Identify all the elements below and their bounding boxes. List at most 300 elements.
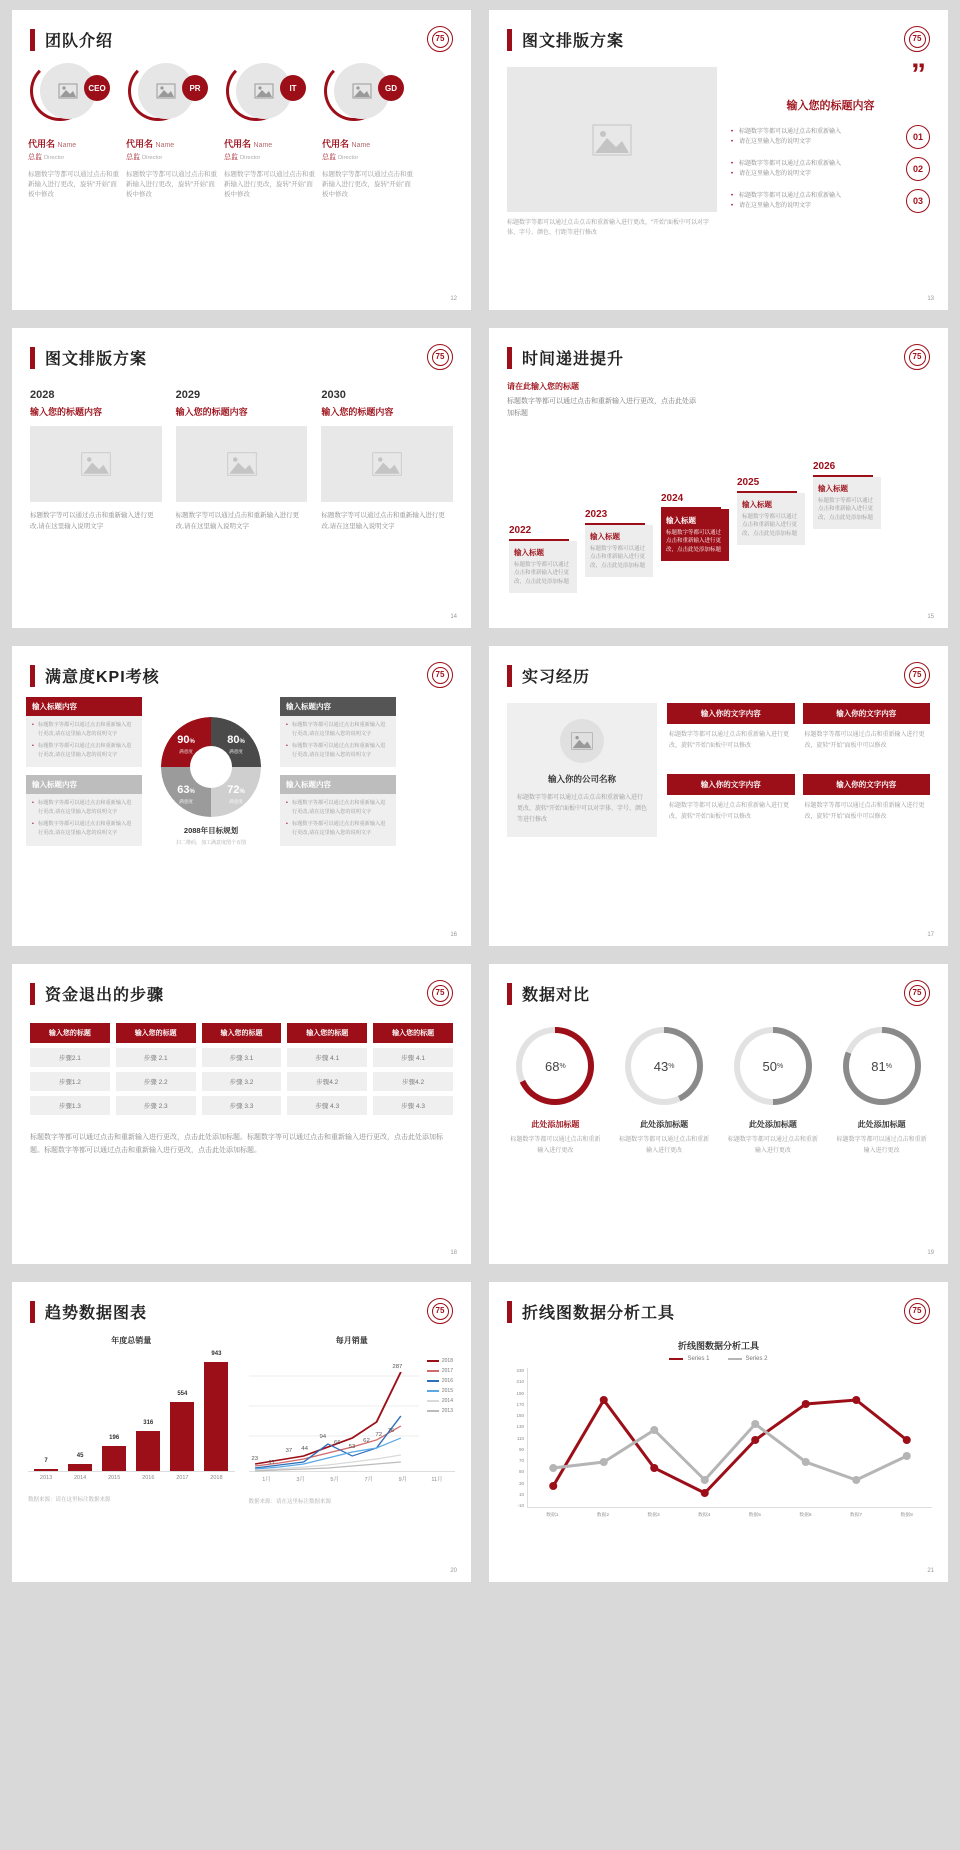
bar: [136, 1419, 160, 1471]
steps-column: [116, 1023, 196, 1115]
kpi-box-body: [280, 716, 396, 767]
gauge-item: [612, 1027, 717, 1157]
slide-funding-exit-steps: [12, 964, 471, 1264]
avatar: [224, 61, 312, 123]
step-heading: 输入标题: [666, 515, 696, 525]
step-heading: 输入标题: [590, 531, 620, 541]
column-heading: 输入您的标题内容: [175, 407, 248, 417]
column-header: 输入您的标题: [202, 1023, 282, 1043]
slide-header: [489, 10, 948, 51]
cell-heading: 输入你的文字内容: [803, 703, 931, 724]
x-tick: 数据5: [748, 1513, 761, 1518]
brand-logo-icon: 75: [427, 344, 453, 370]
page-number: 16: [450, 932, 457, 938]
bullet-line: • 标题数字等都可以通过点击和重新输入: [731, 127, 898, 137]
bullet-line: • 请在这里输入您的说明文字: [731, 201, 898, 211]
section-subtitle: 输入您的标题内容: [786, 100, 875, 112]
gauge-heading: 此处添加标题: [748, 1120, 797, 1129]
title-accent-bar: [30, 1301, 35, 1323]
kpi-box-heading: 输入标题内容: [26, 697, 142, 716]
step-text: 标题数字等都可以通过点击和重新输入进行更改，点击此处添加标题: [590, 545, 646, 570]
page-title: 趋势数据图表: [45, 1305, 148, 1322]
table-cell: 步骤2.1: [30, 1048, 110, 1067]
kpi-box-heading: 输入标题内容: [280, 697, 396, 716]
kpi-line: • 标题数字等都可以通过点击和重新输入进行更改,请在这里输入您的说明文字: [32, 721, 136, 739]
chart-title: 年度总销量: [111, 1336, 152, 1345]
list-item-text: [731, 127, 898, 147]
x-tick: 7月: [364, 1477, 374, 1483]
steps-column: [30, 1023, 110, 1115]
bar: [204, 1350, 228, 1471]
image-placeholder: [30, 426, 162, 502]
title-accent-bar: [507, 347, 512, 369]
year-column: [176, 389, 308, 532]
year-column: [321, 389, 453, 532]
step-box: [661, 509, 729, 561]
item-number-badge: 02: [906, 157, 930, 181]
x-tick: 数据4: [698, 1513, 711, 1518]
slide-body: [489, 369, 948, 619]
title-accent-bar: [30, 665, 35, 687]
brand-logo-icon: 75: [904, 26, 930, 52]
table-cell: 步骤 4.3: [287, 1096, 367, 1115]
kpi-box-heading: 输入标题内容: [26, 775, 142, 794]
column-heading: 输入您的标题内容: [30, 407, 103, 417]
gauge-value: 68 %: [522, 1033, 588, 1099]
x-axis-labels: [249, 1472, 456, 1483]
bar-chart-plot: [28, 1352, 235, 1472]
step-heading: 输入标题: [818, 483, 848, 493]
gauge-ring: [625, 1027, 703, 1105]
svg-text:94: 94: [318, 1434, 326, 1440]
donut-value: 90: [177, 733, 190, 746]
x-tick: 2016: [142, 1475, 155, 1481]
page-title: 折线图数据分析工具: [522, 1305, 676, 1322]
slide-header: [489, 964, 948, 1005]
kpi-box: [26, 775, 142, 845]
svg-text:287: 287: [391, 1364, 402, 1370]
legend-entry: 2018: [427, 1358, 453, 1364]
column-header: 输入您的标题: [287, 1023, 367, 1043]
svg-text:76: 76: [386, 1428, 394, 1434]
gauge-text: 标题数字等都可以通过点击和重新输入进行更改: [510, 1137, 601, 1154]
page-number: 15: [927, 614, 934, 620]
legend-entry: 2013: [427, 1408, 453, 1414]
title-accent-bar: [507, 29, 512, 51]
step-heading: 输入标题: [514, 547, 544, 557]
table-cell: 步骤 3.2: [202, 1072, 282, 1091]
step-year: 2023: [585, 508, 608, 520]
image-placeholder: [176, 426, 308, 502]
gauge-value: 81 %: [849, 1033, 915, 1099]
slide-header: [489, 328, 948, 369]
kpi-line: • 标题数字等都可以通过点击和重新输入进行更改,请在这里输入您的说明文字: [286, 742, 390, 760]
kpi-box-body: [26, 794, 142, 845]
slide-image-text-layout-a: [489, 10, 948, 310]
bar-value: 7: [44, 1458, 48, 1465]
page-title: 图文排版方案: [45, 351, 148, 368]
y-tick: 130: [516, 1424, 524, 1430]
slide-kpi-satisfaction: [12, 646, 471, 946]
page-number: 13: [927, 296, 934, 302]
footnote-text: 标题数字等都可以通过点击和重新输入进行更改，点击此处添加标题。标题数字等可以通过点击和重新输入进行更改，点击此处添加标题。标题数字等都可以通过点击和重新输入进行更改，点击此处添加标题。: [30, 1134, 443, 1155]
slide-body: [489, 1005, 948, 1157]
legend-entry: 2015: [427, 1388, 453, 1394]
kpi-line: • 标题数字等都可以通过点击和重新输入进行更改,请在这里输入您的说明文字: [286, 820, 390, 838]
table-cell: 步骤 2.2: [116, 1072, 196, 1091]
member-name: 代用名 Name: [322, 139, 371, 149]
slide-body: [12, 1005, 471, 1158]
avatar: [322, 61, 410, 123]
member-role: 总监 Director: [322, 154, 359, 161]
y-tick: 170: [516, 1401, 524, 1407]
steps-column: [202, 1023, 282, 1115]
member-name: 代用名 Name: [224, 139, 273, 149]
bar-value: 196: [109, 1435, 120, 1442]
cell-heading: 输入你的文字内容: [803, 774, 931, 795]
table-cell: 步骤1.2: [30, 1072, 110, 1091]
page-title: 团队介绍: [45, 33, 114, 50]
member-badge: GD: [378, 75, 404, 101]
avatar: [28, 61, 116, 123]
experience-cell: [667, 703, 795, 766]
list-item: [731, 189, 930, 213]
list-item-text: [731, 191, 898, 211]
member-name: 代用名 Name: [28, 139, 77, 149]
chart-legend: [427, 1358, 453, 1418]
gauge-text: 标题数字等都可以通过点击和重新输入进行更改: [836, 1137, 927, 1154]
company-description: 标题数字等都可以通过点击点击和重新输入进行更改，旋转“开始”面板中可以对字体、字号、颜色等进行修改: [517, 795, 647, 823]
bullet-line: • 请在这里输入您的说明文字: [731, 137, 898, 147]
team-member: [126, 61, 218, 199]
page-number: 20: [450, 1568, 457, 1574]
brand-logo-icon: 75: [904, 344, 930, 370]
legend-entry: 2014: [427, 1398, 453, 1404]
slide-team-intro: [12, 10, 471, 310]
kpi-donut-chart: [148, 697, 274, 854]
timeline-step: [813, 461, 881, 529]
svg-text:17: 17: [267, 1460, 275, 1466]
brand-logo-icon: 75: [904, 1298, 930, 1324]
page-number: 12: [450, 296, 457, 302]
title-accent-bar: [30, 347, 35, 369]
image-placeholder: [321, 426, 453, 502]
line-chart: [249, 1335, 456, 1505]
x-tick: 2014: [73, 1475, 87, 1481]
slide-line-chart-tool: [489, 1282, 948, 1582]
svg-text:23: 23: [250, 1456, 258, 1462]
step-heading: 输入标题: [742, 499, 772, 509]
member-description: 标题数字等都可以通过点击和重新输入进行更改，旋转“开始”面板中修改: [224, 171, 315, 198]
x-tick: 2017: [176, 1475, 189, 1481]
donut-label: 满意度: [229, 798, 243, 804]
gauge-item: [721, 1027, 826, 1157]
x-tick: 2015: [108, 1475, 121, 1481]
member-badge: CEO: [84, 75, 110, 101]
bar-value: 943: [211, 1350, 222, 1357]
timeline-step: [661, 493, 729, 561]
timeline-step: [509, 525, 577, 593]
quote-icon: ”: [911, 58, 926, 91]
slide-body: [12, 369, 471, 532]
slide-body: [12, 1323, 471, 1505]
donut-caption: 2088年目标规划: [183, 826, 239, 835]
slide-header: [12, 1282, 471, 1323]
slide-body: [12, 687, 471, 854]
title-accent-bar: [30, 29, 35, 51]
step-text: 标题数字等都可以通过点击和重新输入进行更改，点击此处添加标题: [818, 497, 874, 522]
step-box: [509, 541, 577, 593]
y-tick: 50: [518, 1469, 524, 1475]
x-tick: 3月: [296, 1477, 305, 1483]
column-text: 标题数字等可以通过点击和重新输入进行更改,请在这里输入说明文字: [30, 512, 154, 531]
year-label: 2029: [175, 389, 201, 401]
slide-header: [12, 10, 471, 51]
kpi-box-body: [280, 794, 396, 845]
step-year: 2022: [509, 524, 532, 536]
team-member: [224, 61, 316, 199]
donut-slice: 80% 满意度: [211, 717, 261, 767]
page-number: 18: [450, 1250, 457, 1256]
member-description: 标题数字等都可以通过点击和重新输入进行更改，旋转“开始”面板中修改: [322, 171, 413, 198]
member-role: 总监 Director: [28, 154, 65, 161]
brand-logo-icon: 75: [427, 26, 453, 52]
avatar: [126, 61, 214, 123]
content-column: [731, 58, 930, 238]
member-name: 代用名 Name: [126, 139, 175, 149]
table-cell: 步骤4.2: [373, 1072, 453, 1091]
legend-entry: Series 2: [728, 1356, 768, 1362]
company-name: 输入你的公司名称: [547, 774, 616, 784]
y-tick: 90: [518, 1446, 524, 1452]
bar: [68, 1452, 92, 1471]
slide-header: [12, 328, 471, 369]
member-role: 总监 Director: [224, 154, 261, 161]
legend-entry: Series 1: [669, 1356, 709, 1362]
year-label: 2028: [30, 389, 55, 401]
svg-text:37: 37: [284, 1448, 292, 1454]
cell-text: 标题数字等都可以通过点击和重新输入进行更改，旋转“开始”面板中可以修改: [804, 732, 925, 749]
bullet-line: • 标题数字等都可以通过点击和重新输入: [731, 159, 898, 169]
member-badge: IT: [280, 75, 306, 101]
team-member: [322, 61, 414, 199]
page-title: 数据对比: [522, 987, 591, 1004]
donut-slice: 63% 满意度: [161, 767, 211, 817]
image-placeholder: [507, 67, 717, 212]
company-card: [507, 703, 657, 837]
slide-body: [489, 51, 948, 238]
bar-chart: [28, 1335, 235, 1505]
gauge-ring: [843, 1027, 921, 1105]
table-cell: 步骤 4.1: [287, 1048, 367, 1067]
step-year: 2026: [813, 460, 836, 472]
member-description: 标题数字等都可以通过点击和重新输入进行更改，旋转“开始”面板中修改: [126, 171, 217, 198]
svg-text:72: 72: [374, 1432, 382, 1438]
gauge-text: 标题数字等都可以通过点击和重新输入进行更改: [619, 1137, 710, 1154]
donut-value: 72: [227, 783, 240, 796]
kpi-line: • 标题数字等都可以通过点击和重新输入进行更改,请在这里输入您的说明文字: [286, 721, 390, 739]
gauge-ring: [734, 1027, 812, 1105]
bar-value: 316: [143, 1419, 154, 1426]
gauge-text: 标题数字等都可以通过点击和重新输入进行更改: [727, 1137, 818, 1154]
company-logo-placeholder: [560, 719, 604, 763]
table-cell: 步骤4.2: [287, 1072, 367, 1091]
x-tick: 数据1: [546, 1513, 559, 1518]
step-box: [585, 525, 653, 577]
cell-text: 标题数字等都可以通过点击和重新输入进行更改，旋转“开始”面板中可以修改: [669, 732, 790, 749]
title-accent-bar: [507, 1301, 512, 1323]
slide-header: [489, 646, 948, 687]
bullet-line: • 请在这里输入您的说明文字: [731, 169, 898, 179]
donut-subcaption: 扫二维码，加工满意度图个百图: [175, 840, 246, 846]
table-cell: 步骤 3.1: [202, 1048, 282, 1067]
cell-text: 标题数字等都可以通过点击和重新输入进行更改，旋转“开始”面板中可以修改: [669, 803, 790, 820]
chart-title: 每月销量: [335, 1336, 368, 1345]
title-accent-bar: [30, 983, 35, 1005]
kpi-right-column: [280, 697, 396, 854]
page-number: 14: [450, 614, 457, 620]
steps-table: [30, 1023, 453, 1115]
brand-logo-icon: 75: [427, 662, 453, 688]
x-axis-labels: [28, 1472, 235, 1481]
step-text: 标题数字等都可以通过点击和重新输入进行更改，点击此处添加标题: [666, 529, 722, 554]
image-column: [507, 67, 717, 238]
slide-body: [489, 687, 948, 837]
bar: [102, 1435, 126, 1471]
donut-slice: 90% 满意度: [161, 717, 211, 767]
timeline-steps: [507, 448, 934, 593]
column-header: 输入您的标题: [373, 1023, 453, 1043]
step-text: 标题数字等都可以通过点击和重新输入进行更改，点击此处添加标题: [742, 513, 798, 538]
svg-text:53: 53: [348, 1444, 355, 1450]
title-accent-bar: [507, 665, 512, 687]
gauge-value: 50 %: [740, 1033, 806, 1099]
x-tick: 数据2: [596, 1513, 610, 1518]
member-description: 标题数字等都可以通过点击和重新输入进行更改，旋转“开始”面板中修改: [28, 171, 119, 198]
cell-heading: 输入你的文字内容: [667, 774, 795, 795]
line-chart-plot: [527, 1368, 932, 1508]
list-item: [731, 125, 930, 149]
svg-text:44: 44: [300, 1446, 308, 1452]
column-text: 标题数字等可以通过点击和重新输入进行更改,请在这里输入说明文字: [321, 512, 445, 531]
y-tick: 150: [516, 1413, 524, 1418]
chart-plot-area: [505, 1368, 932, 1508]
page-title: 图文排版方案: [522, 33, 625, 50]
bar: [170, 1390, 194, 1471]
member-badge: PR: [182, 75, 208, 101]
svg-text:66: 66: [333, 1440, 341, 1446]
x-tick: 数据3: [647, 1513, 660, 1518]
table-cell: 步骤 4.3: [373, 1096, 453, 1115]
kpi-box: [280, 697, 396, 767]
slide-header: [489, 1282, 948, 1323]
legend-entry: 2016: [427, 1378, 453, 1384]
year-column: [30, 389, 162, 532]
steps-column: [287, 1023, 367, 1115]
kpi-line: • 标题数字等都可以通过点击和重新输入进行更改,请在这里输入您的说明文字: [32, 742, 136, 760]
gauge-value: 43 %: [631, 1033, 697, 1099]
column-header: 输入您的标题: [116, 1023, 196, 1043]
x-tick: 数据6: [799, 1513, 812, 1518]
page-title: 实习经历: [522, 669, 591, 686]
slide-image-text-layout-b: [12, 328, 471, 628]
step-box: [813, 477, 881, 529]
slide-header: [12, 964, 471, 1005]
y-axis-labels: [505, 1368, 527, 1508]
cell-heading: 输入你的文字内容: [667, 703, 795, 724]
timeline-step: [737, 477, 805, 545]
experience-cell: [803, 774, 931, 837]
table-cell: 步骤 3.3: [202, 1096, 282, 1115]
experience-cell: [667, 774, 795, 837]
svg-text:62: 62: [362, 1438, 370, 1444]
lead-title: 请在此输入您的标题: [507, 382, 579, 391]
x-tick: 数据8: [900, 1513, 913, 1518]
column-header: 输入您的标题: [30, 1023, 110, 1043]
steps-column: [373, 1023, 453, 1115]
y-tick: 110: [516, 1435, 524, 1441]
chart-source: 数据来源：请在这里标注数据来源: [28, 1497, 111, 1503]
kpi-line: • 标题数字等都可以通过点击和重新输入进行更改,请在这里输入您的说明文字: [32, 820, 136, 838]
table-cell: 步骤 2.1: [116, 1048, 196, 1067]
year-label: 2030: [321, 389, 346, 401]
kpi-box-body: [26, 716, 142, 767]
column-heading: 输入您的标题内容: [321, 407, 394, 417]
gauge-item: [503, 1027, 608, 1157]
page-number: 21: [927, 1568, 934, 1574]
slide-header: [12, 646, 471, 687]
bullet-line: • 标题数字等都可以通过点击和重新输入: [731, 191, 898, 201]
cell-text: 标题数字等都可以通过点击和重新输入进行更改，旋转“开始”面板中可以修改: [804, 803, 925, 820]
donut-label: 满意度: [179, 798, 193, 804]
slide-body: [489, 1323, 948, 1518]
donut-value: 80: [227, 733, 240, 746]
item-number-badge: 01: [906, 125, 930, 149]
column-text: 标题数字等可以通过点击和重新输入进行更改,请在这里输入说明文字: [175, 512, 300, 531]
y-tick: 190: [516, 1390, 524, 1396]
x-tick: 2018: [210, 1475, 223, 1481]
x-tick: 5月: [330, 1477, 339, 1483]
item-number-badge: 03: [906, 189, 930, 213]
gauge-ring: [516, 1027, 594, 1105]
x-tick: 数据7: [849, 1513, 863, 1518]
kpi-line: • 标题数字等都可以通过点击和重新输入进行更改,请在这里输入您的说明文字: [286, 799, 390, 817]
x-tick: 11月: [431, 1477, 443, 1483]
timeline-step: [585, 509, 653, 577]
table-cell: 步骤1.3: [30, 1096, 110, 1115]
image-caption: 标题数字等都可以通过点击点击和重新输入进行更改，“开始”面板中可以对字体、字号、颜色、行距等进行修改: [507, 220, 709, 236]
page-title: 资金退出的步骤: [45, 987, 165, 1004]
y-tick: 30: [518, 1480, 524, 1486]
page-title: 满意度KPI考核: [45, 669, 160, 686]
donut-label: 满意度: [229, 748, 243, 754]
gauge-heading: 此处添加标题: [640, 1120, 689, 1129]
experience-grid: [667, 703, 930, 837]
donut-value: 63: [177, 783, 190, 796]
table-cell: 步骤 4.1: [373, 1048, 453, 1067]
kpi-left-column: [26, 697, 142, 854]
brand-logo-icon: 75: [427, 1298, 453, 1324]
y-tick: -10: [517, 1503, 524, 1508]
lead-text: 标题数字等都可以通过点击和重新输入进行更改，点击此处添加标题: [507, 398, 696, 417]
slide-trend-charts: [12, 1282, 471, 1582]
team-member: [28, 61, 120, 199]
page-number: 19: [927, 1250, 934, 1256]
step-year: 2024: [661, 492, 684, 504]
table-cell: 步骤 2.3: [116, 1096, 196, 1115]
brand-logo-icon: 75: [427, 980, 453, 1006]
donut-slice: 72% 满意度: [211, 767, 261, 817]
